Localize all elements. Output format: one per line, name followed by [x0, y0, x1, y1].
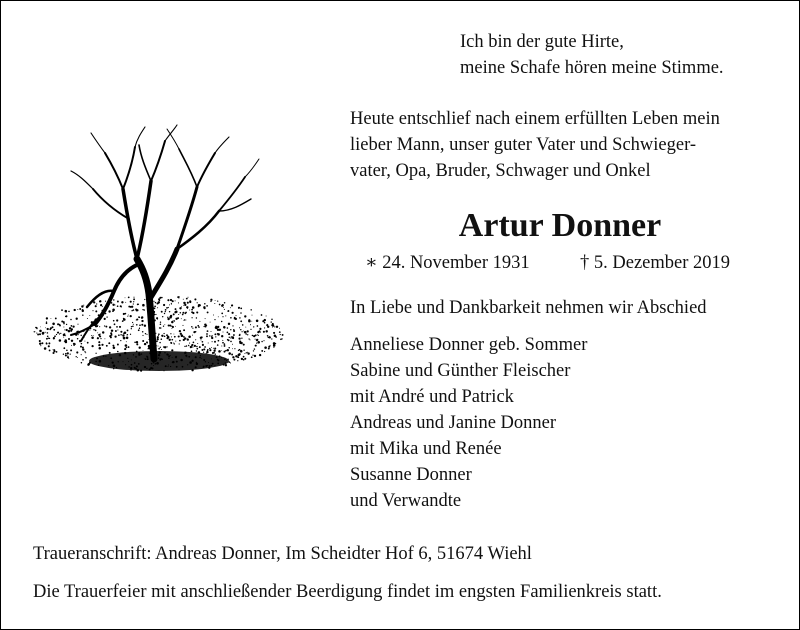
mourner-line: Sabine und Günther Fleischer: [350, 361, 571, 381]
intro-line-1: Heute entschlief nach einem erfüllten Leben mein: [350, 109, 720, 129]
farewell-line: In Liebe und Dankbarkeit nehmen wir Abschied: [350, 298, 707, 318]
death-date: † 5. Dezember 2019: [580, 253, 731, 273]
mourner-line: Susanne Donner: [350, 465, 472, 485]
deceased-name: Artur Donner: [458, 207, 662, 244]
mourner-line: mit André und Patrick: [350, 387, 514, 407]
mourner-line: und Verwandte: [350, 491, 462, 511]
mourner-line: Anneliese Donner geb. Sommer: [350, 335, 588, 355]
bible-verse: [460, 29, 724, 81]
intro-line-2: lieber Mann, unser guter Vater und Schwieger-: [350, 135, 697, 155]
verse-line-2: meine Schafe hören meine Stimme.: [460, 58, 724, 78]
mourner-line: Andreas und Janine Donner: [350, 413, 557, 433]
verse-line-1: Ich bin der gute Hirte,: [460, 32, 624, 52]
intro-line-3: vater, Opa, Bruder, Schwager und Onkel: [350, 161, 651, 181]
mourning-address: Traueranschrift: Andreas Donner, Im Scheidter Hof 6, 51674 Wiehl: [33, 544, 532, 564]
tree-icon: [19, 119, 289, 379]
birth-date: ∗ 24. November 1931: [365, 253, 530, 273]
mourners-list: [350, 332, 587, 514]
mourner-line: mit Mika und Renée: [350, 439, 502, 459]
funeral-note: Die Trauerfeier mit anschließender Beerdigung findet im engsten Familienkreis statt.: [33, 582, 662, 602]
intro-text: [350, 106, 720, 184]
